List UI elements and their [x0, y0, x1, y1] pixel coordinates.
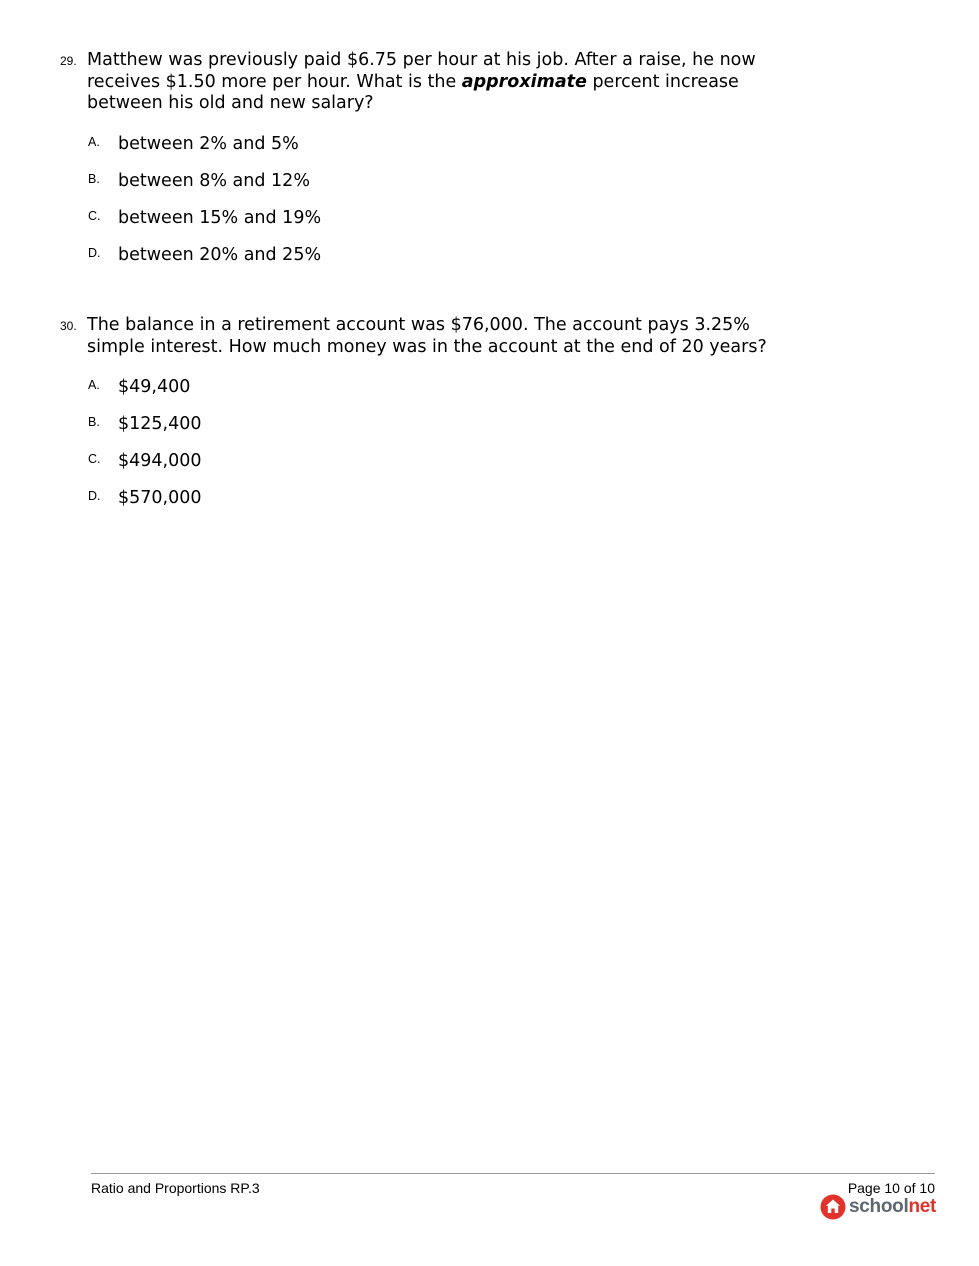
choice-b[interactable] [88, 171, 780, 208]
choice-text: $125,400 [118, 414, 202, 434]
choice-text: between 8% and 12% [118, 170, 310, 191]
schoolnet-logo [820, 1194, 936, 1220]
choice-letter: B. [88, 415, 100, 429]
choice-letter: D. [88, 245, 101, 260]
logo-text-net: net [908, 1196, 937, 1217]
choice-text: between 20% and 25% [118, 244, 322, 265]
choice-c[interactable] [88, 451, 780, 488]
answer-choices [88, 377, 780, 525]
choice-letter: C. [88, 452, 101, 466]
choice-text: between 2% and 5% [118, 133, 299, 154]
choice-d[interactable] [88, 488, 780, 525]
question-text-part: Matthew was previously paid $6.75 per hour at his job. After a raise, he now receives $1.50 more per hour. What is the [87, 50, 756, 92]
question-number: 30. [60, 319, 77, 333]
footer-document-title: Ratio and Proportions RP.3 [91, 1180, 260, 1196]
choice-c[interactable] [88, 208, 780, 245]
footer-divider [91, 1173, 935, 1174]
choice-text: $49,400 [118, 377, 191, 397]
choice-letter: C. [88, 208, 101, 223]
question-text-part: percent increase between his old and new salary? [87, 71, 739, 113]
choice-text: between 15% and 19% [118, 207, 322, 228]
question-30 [60, 315, 780, 525]
question-29 [60, 50, 780, 282]
logo-wordmark [849, 1196, 936, 1218]
choice-letter: A. [88, 134, 100, 149]
question-number: 29. [60, 54, 77, 68]
choice-letter: D. [88, 489, 101, 503]
question-text: The balance in a retirement account was $76,000. The account pays 3.25% simple interest. How much money was in the account at the end of 20 years? [87, 315, 767, 357]
question-text [87, 50, 780, 115]
footer-page-number: Page 10 of 10 [847, 1180, 935, 1196]
answer-choices [88, 134, 780, 282]
house-icon [820, 1194, 846, 1220]
choice-a[interactable] [88, 134, 780, 171]
choice-d[interactable] [88, 245, 780, 282]
choice-a[interactable] [88, 377, 780, 414]
choice-b[interactable] [88, 414, 780, 451]
logo-text-school: school [849, 1196, 909, 1217]
choice-letter: B. [88, 171, 100, 186]
choice-text: $570,000 [118, 488, 202, 508]
choice-letter: A. [88, 378, 100, 392]
choice-text: $494,000 [118, 451, 202, 471]
emphasis-text: approximate [461, 71, 587, 92]
